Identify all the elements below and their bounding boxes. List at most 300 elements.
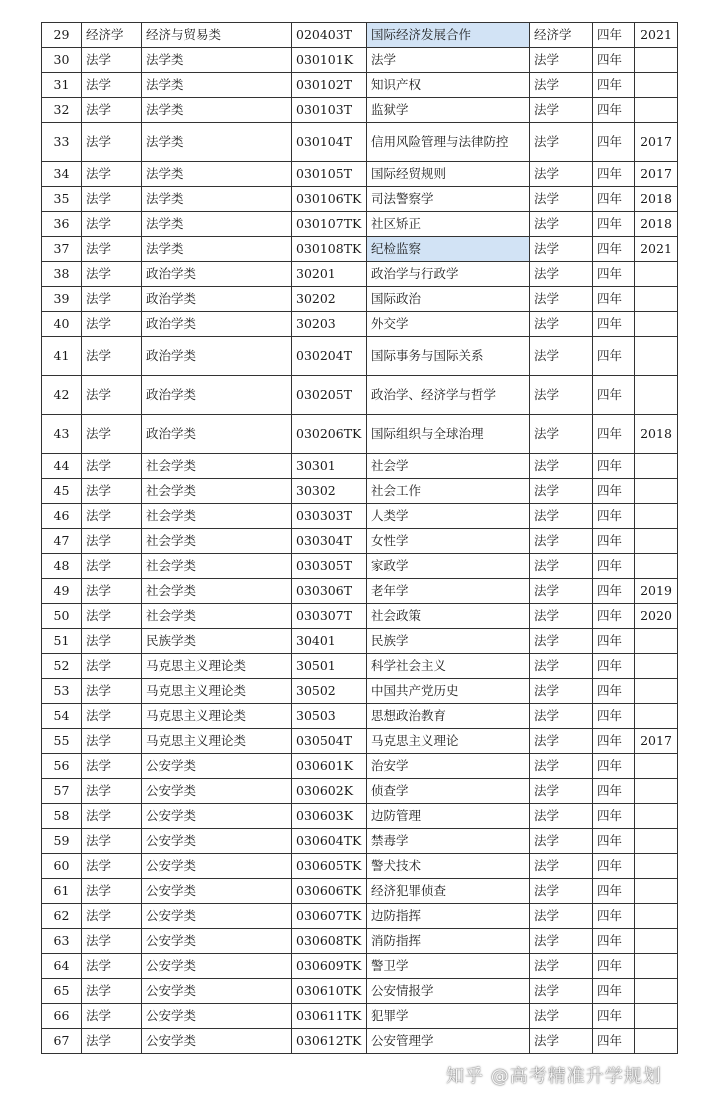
- major-name-cell: 思想政治教育: [367, 704, 530, 729]
- table-row: [42, 98, 678, 123]
- duration-cell: 四年: [593, 529, 635, 554]
- discipline-cell: 法学: [82, 504, 142, 529]
- discipline-cell: 法学: [82, 454, 142, 479]
- major-code-cell: 30203: [292, 312, 367, 337]
- discipline-cell: 法学: [82, 1004, 142, 1029]
- major-code-cell: 030104T: [292, 123, 367, 162]
- major-name-cell: 公安情报学: [367, 979, 530, 1004]
- discipline-cell: 法学: [82, 415, 142, 454]
- table-body: [42, 23, 678, 1054]
- degree-type-cell: 法学: [530, 415, 593, 454]
- duration-cell: 四年: [593, 162, 635, 187]
- added-year-cell: [635, 504, 678, 529]
- row-number-cell: 61: [42, 879, 82, 904]
- discipline-cell: 法学: [82, 554, 142, 579]
- major-class-cell: 公安学类: [142, 779, 292, 804]
- major-name-cell: 人类学: [367, 504, 530, 529]
- degree-type-cell: 法学: [530, 804, 593, 829]
- major-code-cell: 030306T: [292, 579, 367, 604]
- row-number-cell: 38: [42, 262, 82, 287]
- added-year-cell: [635, 479, 678, 504]
- added-year-cell: [635, 654, 678, 679]
- major-code-cell: 030604TK: [292, 829, 367, 854]
- major-code-cell: 030608TK: [292, 929, 367, 954]
- discipline-cell: 法学: [82, 579, 142, 604]
- major-code-cell: 030605TK: [292, 854, 367, 879]
- duration-cell: 四年: [593, 504, 635, 529]
- discipline-cell: 法学: [82, 879, 142, 904]
- major-class-cell: 马克思主义理论类: [142, 679, 292, 704]
- discipline-cell: 法学: [82, 337, 142, 376]
- major-code-cell: 030610TK: [292, 979, 367, 1004]
- row-number-cell: 31: [42, 73, 82, 98]
- degree-type-cell: 法学: [530, 123, 593, 162]
- major-code-cell: 030106TK: [292, 187, 367, 212]
- duration-cell: 四年: [593, 729, 635, 754]
- added-year-cell: [635, 804, 678, 829]
- table-row: [42, 162, 678, 187]
- discipline-cell: 法学: [82, 212, 142, 237]
- duration-cell: 四年: [593, 679, 635, 704]
- major-code-cell: 030612TK: [292, 1029, 367, 1054]
- major-class-cell: 政治学类: [142, 376, 292, 415]
- degree-type-cell: 法学: [530, 212, 593, 237]
- major-code-cell: 030204T: [292, 337, 367, 376]
- major-code-cell: 030307T: [292, 604, 367, 629]
- added-year-cell: [635, 854, 678, 879]
- discipline-cell: 法学: [82, 376, 142, 415]
- table-row: [42, 123, 678, 162]
- degree-type-cell: 法学: [530, 287, 593, 312]
- row-number-cell: 59: [42, 829, 82, 854]
- major-name-cell: 法学: [367, 48, 530, 73]
- discipline-cell: 法学: [82, 1029, 142, 1054]
- table-row: [42, 529, 678, 554]
- added-year-cell: 2021: [635, 237, 678, 262]
- added-year-cell: [635, 704, 678, 729]
- added-year-cell: [635, 879, 678, 904]
- discipline-cell: 法学: [82, 48, 142, 73]
- table-row: [42, 23, 678, 48]
- major-name-cell: 犯罪学: [367, 1004, 530, 1029]
- major-class-cell: 法学类: [142, 212, 292, 237]
- discipline-cell: 法学: [82, 954, 142, 979]
- table-row: [42, 654, 678, 679]
- major-class-cell: 法学类: [142, 98, 292, 123]
- added-year-cell: [635, 376, 678, 415]
- row-number-cell: 44: [42, 454, 82, 479]
- major-name-cell: 国际事务与国际关系: [367, 337, 530, 376]
- major-name-cell: 社会政策: [367, 604, 530, 629]
- major-name-cell: 禁毒学: [367, 829, 530, 854]
- row-number-cell: 47: [42, 529, 82, 554]
- duration-cell: 四年: [593, 554, 635, 579]
- major-code-cell: 030305T: [292, 554, 367, 579]
- duration-cell: 四年: [593, 123, 635, 162]
- major-class-cell: 公安学类: [142, 829, 292, 854]
- duration-cell: 四年: [593, 879, 635, 904]
- major-class-cell: 社会学类: [142, 579, 292, 604]
- major-class-cell: 政治学类: [142, 337, 292, 376]
- degree-type-cell: 法学: [530, 504, 593, 529]
- major-class-cell: 公安学类: [142, 854, 292, 879]
- row-number-cell: 50: [42, 604, 82, 629]
- major-code-cell: 030611TK: [292, 1004, 367, 1029]
- major-code-cell: 030303T: [292, 504, 367, 529]
- degree-type-cell: 法学: [530, 48, 593, 73]
- discipline-cell: 法学: [82, 754, 142, 779]
- added-year-cell: 2017: [635, 729, 678, 754]
- added-year-cell: [635, 262, 678, 287]
- row-number-cell: 63: [42, 929, 82, 954]
- row-number-cell: 67: [42, 1029, 82, 1054]
- added-year-cell: 2020: [635, 604, 678, 629]
- major-class-cell: 法学类: [142, 187, 292, 212]
- duration-cell: 四年: [593, 654, 635, 679]
- added-year-cell: [635, 904, 678, 929]
- major-class-cell: 社会学类: [142, 504, 292, 529]
- major-class-cell: 公安学类: [142, 1004, 292, 1029]
- row-number-cell: 33: [42, 123, 82, 162]
- major-class-cell: 公安学类: [142, 929, 292, 954]
- major-code-cell: 030601K: [292, 754, 367, 779]
- major-class-cell: 社会学类: [142, 604, 292, 629]
- major-class-cell: 政治学类: [142, 287, 292, 312]
- major-code-cell: 30502: [292, 679, 367, 704]
- discipline-cell: 法学: [82, 479, 142, 504]
- table-row: [42, 929, 678, 954]
- major-class-cell: 政治学类: [142, 312, 292, 337]
- added-year-cell: 2018: [635, 187, 678, 212]
- major-class-cell: 公安学类: [142, 904, 292, 929]
- discipline-cell: 法学: [82, 629, 142, 654]
- row-number-cell: 39: [42, 287, 82, 312]
- major-name-cell: 家政学: [367, 554, 530, 579]
- table-row: [42, 376, 678, 415]
- major-name-cell: 女性学: [367, 529, 530, 554]
- discipline-cell: 法学: [82, 123, 142, 162]
- row-number-cell: 43: [42, 415, 82, 454]
- major-name-cell: 国际组织与全球治理: [367, 415, 530, 454]
- major-name-cell: 国际政治: [367, 287, 530, 312]
- duration-cell: 四年: [593, 779, 635, 804]
- row-number-cell: 52: [42, 654, 82, 679]
- table-row: [42, 904, 678, 929]
- duration-cell: 四年: [593, 954, 635, 979]
- major-class-cell: 法学类: [142, 48, 292, 73]
- major-name-cell: 民族学: [367, 629, 530, 654]
- table-row: [42, 454, 678, 479]
- degree-type-cell: 法学: [530, 1004, 593, 1029]
- duration-cell: 四年: [593, 312, 635, 337]
- major-name-cell: 外交学: [367, 312, 530, 337]
- added-year-cell: [635, 48, 678, 73]
- degree-type-cell: 法学: [530, 454, 593, 479]
- major-code-cell: 030107TK: [292, 212, 367, 237]
- degree-type-cell: 法学: [530, 879, 593, 904]
- table-row: [42, 829, 678, 854]
- row-number-cell: 30: [42, 48, 82, 73]
- added-year-cell: [635, 779, 678, 804]
- major-name-cell: 社区矫正: [367, 212, 530, 237]
- major-class-cell: 经济与贸易类: [142, 23, 292, 48]
- major-name-cell: 国际经济发展合作: [367, 23, 530, 48]
- table-row: [42, 337, 678, 376]
- duration-cell: 四年: [593, 415, 635, 454]
- row-number-cell: 58: [42, 804, 82, 829]
- row-number-cell: 49: [42, 579, 82, 604]
- added-year-cell: [635, 979, 678, 1004]
- discipline-cell: 法学: [82, 829, 142, 854]
- degree-type-cell: 法学: [530, 73, 593, 98]
- degree-type-cell: 经济学: [530, 23, 593, 48]
- major-class-cell: 政治学类: [142, 262, 292, 287]
- major-class-cell: 社会学类: [142, 454, 292, 479]
- major-name-cell: 马克思主义理论: [367, 729, 530, 754]
- table-row: [42, 554, 678, 579]
- duration-cell: 四年: [593, 48, 635, 73]
- duration-cell: 四年: [593, 262, 635, 287]
- row-number-cell: 53: [42, 679, 82, 704]
- added-year-cell: [635, 954, 678, 979]
- major-name-cell: 社会学: [367, 454, 530, 479]
- added-year-cell: [635, 829, 678, 854]
- discipline-cell: 法学: [82, 287, 142, 312]
- major-code-cell: 030606TK: [292, 879, 367, 904]
- added-year-cell: [635, 529, 678, 554]
- table-row: [42, 854, 678, 879]
- major-catalog-table: [41, 22, 678, 1054]
- major-name-cell: 中国共产党历史: [367, 679, 530, 704]
- table-row: [42, 979, 678, 1004]
- discipline-cell: 法学: [82, 704, 142, 729]
- major-name-cell: 监狱学: [367, 98, 530, 123]
- row-number-cell: 32: [42, 98, 82, 123]
- added-year-cell: 2021: [635, 23, 678, 48]
- table-row: [42, 579, 678, 604]
- table-row: [42, 479, 678, 504]
- table-row: [42, 879, 678, 904]
- major-code-cell: 030105T: [292, 162, 367, 187]
- major-class-cell: 法学类: [142, 162, 292, 187]
- added-year-cell: [635, 287, 678, 312]
- added-year-cell: 2019: [635, 579, 678, 604]
- discipline-cell: 法学: [82, 162, 142, 187]
- table-row: [42, 604, 678, 629]
- duration-cell: 四年: [593, 854, 635, 879]
- duration-cell: 四年: [593, 704, 635, 729]
- duration-cell: 四年: [593, 929, 635, 954]
- row-number-cell: 41: [42, 337, 82, 376]
- row-number-cell: 57: [42, 779, 82, 804]
- degree-type-cell: 法学: [530, 629, 593, 654]
- row-number-cell: 62: [42, 904, 82, 929]
- duration-cell: 四年: [593, 904, 635, 929]
- degree-type-cell: 法学: [530, 187, 593, 212]
- duration-cell: 四年: [593, 23, 635, 48]
- major-name-cell: 侦查学: [367, 779, 530, 804]
- degree-type-cell: 法学: [530, 162, 593, 187]
- major-name-cell: 科学社会主义: [367, 654, 530, 679]
- major-code-cell: 30301: [292, 454, 367, 479]
- degree-type-cell: 法学: [530, 337, 593, 376]
- major-code-cell: 30503: [292, 704, 367, 729]
- degree-type-cell: 法学: [530, 979, 593, 1004]
- discipline-cell: 法学: [82, 804, 142, 829]
- row-number-cell: 65: [42, 979, 82, 1004]
- degree-type-cell: 法学: [530, 779, 593, 804]
- discipline-cell: 法学: [82, 779, 142, 804]
- major-code-cell: 030607TK: [292, 904, 367, 929]
- major-code-cell: 030102T: [292, 73, 367, 98]
- duration-cell: 四年: [593, 454, 635, 479]
- degree-type-cell: 法学: [530, 829, 593, 854]
- major-class-cell: 马克思主义理论类: [142, 704, 292, 729]
- major-code-cell: 030108TK: [292, 237, 367, 262]
- row-number-cell: 40: [42, 312, 82, 337]
- table-row: [42, 262, 678, 287]
- discipline-cell: 法学: [82, 679, 142, 704]
- row-number-cell: 55: [42, 729, 82, 754]
- major-name-cell: 信用风险管理与法律防控: [367, 123, 530, 162]
- degree-type-cell: 法学: [530, 98, 593, 123]
- major-name-cell: 司法警察学: [367, 187, 530, 212]
- table-row: [42, 504, 678, 529]
- duration-cell: 四年: [593, 376, 635, 415]
- major-class-cell: 马克思主义理论类: [142, 654, 292, 679]
- degree-type-cell: 法学: [530, 579, 593, 604]
- major-class-cell: 马克思主义理论类: [142, 729, 292, 754]
- major-name-cell: 政治学与行政学: [367, 262, 530, 287]
- major-class-cell: 社会学类: [142, 479, 292, 504]
- duration-cell: 四年: [593, 287, 635, 312]
- added-year-cell: [635, 629, 678, 654]
- table-row: [42, 48, 678, 73]
- major-code-cell: 030609TK: [292, 954, 367, 979]
- duration-cell: 四年: [593, 754, 635, 779]
- row-number-cell: 37: [42, 237, 82, 262]
- major-class-cell: 公安学类: [142, 804, 292, 829]
- discipline-cell: 法学: [82, 529, 142, 554]
- major-code-cell: 030304T: [292, 529, 367, 554]
- discipline-cell: 法学: [82, 929, 142, 954]
- row-number-cell: 64: [42, 954, 82, 979]
- duration-cell: 四年: [593, 187, 635, 212]
- row-number-cell: 66: [42, 1004, 82, 1029]
- duration-cell: 四年: [593, 604, 635, 629]
- duration-cell: 四年: [593, 479, 635, 504]
- degree-type-cell: 法学: [530, 376, 593, 415]
- degree-type-cell: 法学: [530, 1029, 593, 1054]
- major-name-cell: 老年学: [367, 579, 530, 604]
- major-class-cell: 法学类: [142, 237, 292, 262]
- major-name-cell: 边防管理: [367, 804, 530, 829]
- row-number-cell: 35: [42, 187, 82, 212]
- table-row: [42, 1004, 678, 1029]
- major-class-cell: 社会学类: [142, 554, 292, 579]
- added-year-cell: [635, 1004, 678, 1029]
- added-year-cell: [635, 554, 678, 579]
- degree-type-cell: 法学: [530, 262, 593, 287]
- major-name-cell: 消防指挥: [367, 929, 530, 954]
- discipline-cell: 法学: [82, 98, 142, 123]
- row-number-cell: 46: [42, 504, 82, 529]
- discipline-cell: 法学: [82, 729, 142, 754]
- row-number-cell: 56: [42, 754, 82, 779]
- duration-cell: 四年: [593, 237, 635, 262]
- major-name-cell: 纪检监察: [367, 237, 530, 262]
- degree-type-cell: 法学: [530, 929, 593, 954]
- major-name-cell: 政治学、经济学与哲学: [367, 376, 530, 415]
- table-row: [42, 212, 678, 237]
- degree-type-cell: 法学: [530, 729, 593, 754]
- major-class-cell: 公安学类: [142, 954, 292, 979]
- degree-type-cell: 法学: [530, 704, 593, 729]
- duration-cell: 四年: [593, 1029, 635, 1054]
- added-year-cell: 2017: [635, 123, 678, 162]
- major-class-cell: 民族学类: [142, 629, 292, 654]
- major-class-cell: 社会学类: [142, 529, 292, 554]
- row-number-cell: 42: [42, 376, 82, 415]
- discipline-cell: 法学: [82, 854, 142, 879]
- added-year-cell: [635, 337, 678, 376]
- major-code-cell: 030603K: [292, 804, 367, 829]
- discipline-cell: 法学: [82, 237, 142, 262]
- added-year-cell: [635, 73, 678, 98]
- duration-cell: 四年: [593, 629, 635, 654]
- major-name-cell: 警卫学: [367, 954, 530, 979]
- major-name-cell: 边防指挥: [367, 904, 530, 929]
- table-row: [42, 779, 678, 804]
- row-number-cell: 48: [42, 554, 82, 579]
- degree-type-cell: 法学: [530, 312, 593, 337]
- table-row: [42, 312, 678, 337]
- added-year-cell: [635, 454, 678, 479]
- table-row: [42, 804, 678, 829]
- row-number-cell: 51: [42, 629, 82, 654]
- major-name-cell: 国际经贸规则: [367, 162, 530, 187]
- discipline-cell: 法学: [82, 73, 142, 98]
- duration-cell: 四年: [593, 337, 635, 376]
- table-row: [42, 73, 678, 98]
- row-number-cell: 34: [42, 162, 82, 187]
- added-year-cell: [635, 754, 678, 779]
- major-code-cell: 030205T: [292, 376, 367, 415]
- major-code-cell: 030103T: [292, 98, 367, 123]
- major-name-cell: 治安学: [367, 754, 530, 779]
- table-row: [42, 1029, 678, 1054]
- duration-cell: 四年: [593, 1004, 635, 1029]
- table-row: [42, 629, 678, 654]
- major-code-cell: 030206TK: [292, 415, 367, 454]
- degree-type-cell: 法学: [530, 679, 593, 704]
- degree-type-cell: 法学: [530, 554, 593, 579]
- row-number-cell: 54: [42, 704, 82, 729]
- major-code-cell: 30302: [292, 479, 367, 504]
- watermark: 知乎 @高考精准升学规划: [446, 1066, 662, 1087]
- table-row: [42, 704, 678, 729]
- duration-cell: 四年: [593, 979, 635, 1004]
- major-class-cell: 政治学类: [142, 415, 292, 454]
- added-year-cell: 2017: [635, 162, 678, 187]
- major-class-cell: 公安学类: [142, 1029, 292, 1054]
- degree-type-cell: 法学: [530, 904, 593, 929]
- added-year-cell: [635, 98, 678, 123]
- duration-cell: 四年: [593, 98, 635, 123]
- major-name-cell: 社会工作: [367, 479, 530, 504]
- major-name-cell: 经济犯罪侦查: [367, 879, 530, 904]
- row-number-cell: 36: [42, 212, 82, 237]
